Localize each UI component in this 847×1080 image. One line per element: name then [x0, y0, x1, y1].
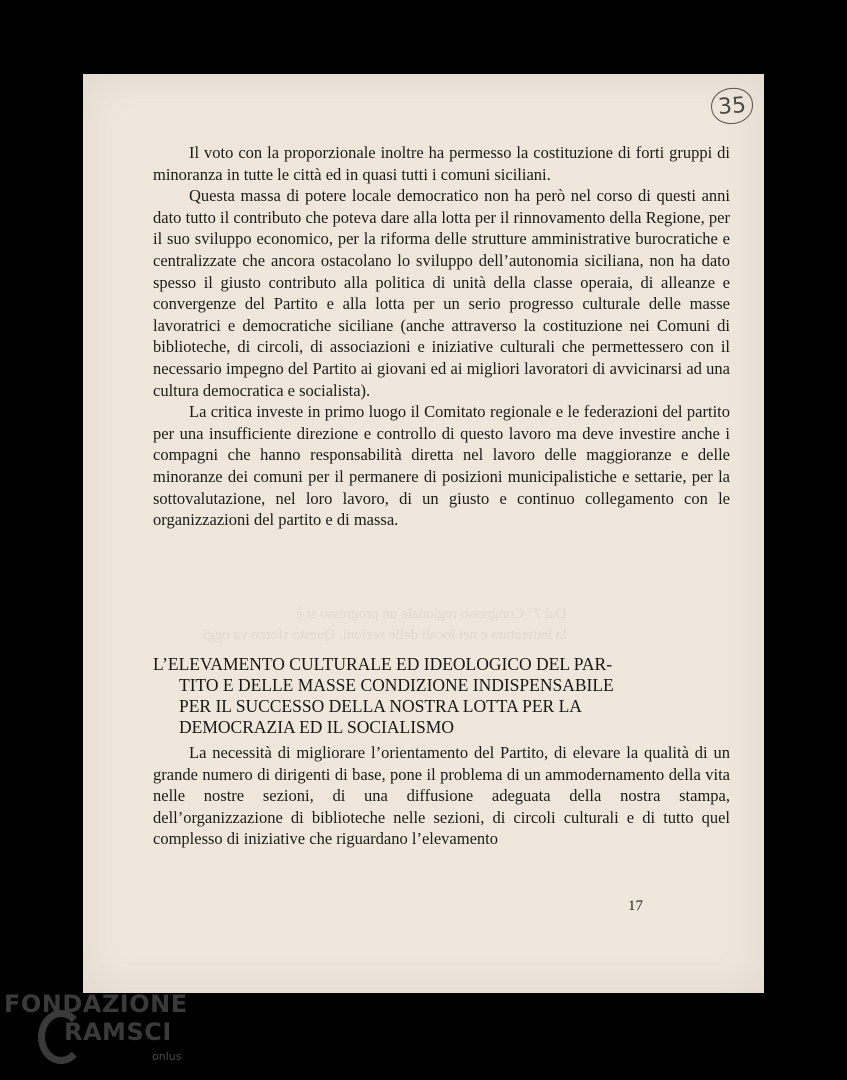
logo-line-3: onlus — [152, 1050, 182, 1063]
paragraph: La necessità di migliorare l’orientamento del Partito, di elevare la qualità di un grande numero di dirigenti di base, pone il problema di un ammodernamento della vita nelle nostre sezioni, di una diffusione adeguata della nostra stampa, dell’organizzazione di biblioteche nelle sezioni, di circoli culturali e di tutto quel complesso di iniziative che riguardano l’elevamento — [153, 743, 730, 849]
show-through-text — [203, 604, 567, 646]
show-through-line: Dal 7° Congresso regionale un progresso si è — [296, 606, 567, 622]
heading-line: L’ELEVAMENTO CULTURALE ED IDEOLOGICO DEL PAR- — [153, 654, 613, 674]
section-heading — [153, 654, 713, 738]
heading-line: DEMOCRAZIA ED IL SOCIALISMO — [179, 717, 454, 737]
handwritten-page-annotation: 35 — [710, 87, 754, 126]
scanned-page — [83, 74, 764, 993]
body-text-top — [153, 142, 730, 531]
paragraph: Questa massa di potere locale democratico non ha però nel corso di questi anni dato tutto il contributo che poteva dare alla lotta per il rinnovamento della Regione, per il suo sviluppo economico, per la riforma delle strutture amministrative burocratiche e centralizzate che ancora ostacolano lo sviluppo dell’autonomia siciliana, non ha dato spesso il giusto contributo alla politica di unità della classe operaia, di alleanze e convergenze del Partito e alla lotta per un serio progresso culturale delle masse lavoratrici e democratiche siciliane (anche attraverso la costituzione nei Comuni di biblioteche, di circoli, di associazioni e iniziative culturali che permettessero con il necessario impegno del Partito ai giovani ed ai migliori lavoratori di avvicinarsi ad una cultura democratica e socialista). — [153, 186, 730, 400]
paragraph: La critica investe in primo luogo il Comitato regionale e le federazioni del partito per una insufficiente direzione e controllo di questo lavoro ma deve investire anche i compagni che hanno responsabilità diretta nel lavoro delle maggioranze e delle minoranze dei comuni per il permanere di posizioni municipalistiche e settarie, per la sottovalutazione, nel loro lavoro, di un giusto e continuo collegamento con le organizzazioni del partito e di massa. — [153, 402, 730, 530]
paragraph: Il voto con la proporzionale inoltre ha permesso la costituzione di forti gruppi di minoranza in tutte le città ed in quasi tutti i comuni siciliani. — [153, 143, 730, 184]
page-number: 17 — [628, 898, 643, 914]
heading-line: PER IL SUCCESSO DELLA NOSTRA LOTTA PER LA — [179, 696, 582, 716]
fondazione-gramsci-watermark-logo — [4, 990, 224, 1075]
show-through-line: la letteratura e nei locali delle sezioni. Questo sforzo va oggi — [203, 627, 567, 643]
heading-line: TITO E DELLE MASSE CONDIZIONE INDISPENSABILE — [179, 675, 614, 695]
logo-line-2: RAMSCI — [64, 1018, 172, 1046]
logo-line-1: FONDAZIONE — [4, 990, 188, 1018]
body-text-bottom — [153, 742, 730, 850]
